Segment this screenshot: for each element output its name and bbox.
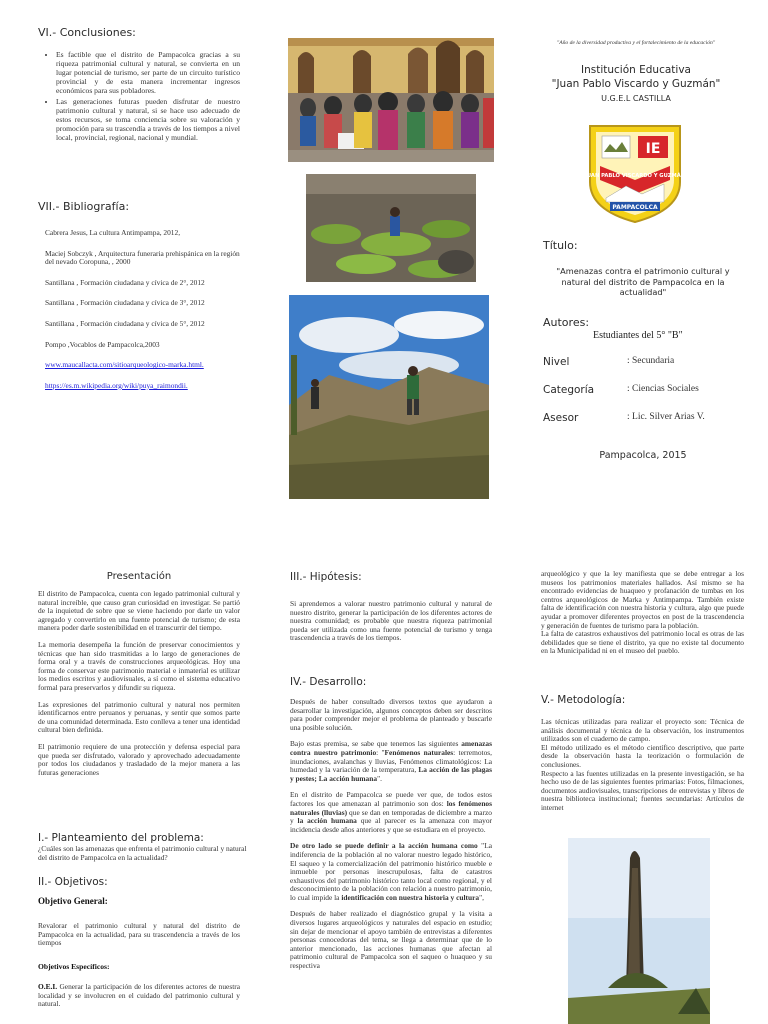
development-body xyxy=(290,698,492,979)
general-objective-label: Objetivo General: xyxy=(38,896,108,906)
text-span: En el distrito de Pampacolca se puede ver que, de todos estos factores los que amenazan al patrimonio son dos: xyxy=(290,790,492,808)
text-span: que se dan en temporadas de diciembre a marzo y xyxy=(290,807,492,826)
hypothesis-text: Si aprendemos a valorar nuestro patrimonio cultural y natural de nuestro distrito, generar la participación de los diferentes actores de nuestra comunidad; es probable que nuestra riqueza patrimonial pueda ser utilizada como una fuente potencial de turismo y tenga trascendencia a través de los tiempos. xyxy=(290,599,492,643)
field-photo xyxy=(306,174,476,282)
methodology-heading: V.- Metodología: xyxy=(541,694,626,706)
text-span: que al parecer es la amenaza con mayor incidencia desde años anteriores y que se estudiara en el proyecto. xyxy=(290,816,493,834)
oe1-text: Generar la participación de los diferentes actores de nuestra localidad y se involucren en el cuidado del patrimonio cultural y natural. xyxy=(38,982,240,1009)
problem-heading: I.- Planteamiento del problema: xyxy=(38,832,204,844)
level-label: Nivel xyxy=(543,356,570,368)
school-logo xyxy=(586,122,684,224)
category-label: Categoría xyxy=(543,384,595,396)
ugel-label: U.G.E.L CASTILLA xyxy=(601,94,671,103)
bold-span: Fenómenos naturales xyxy=(384,747,454,757)
paragraph: Después de haber consultado diversos textos que ayudaron a desarrollar la investigación, algunos conceptos deben ser descritos para poder comprender mejor el problema de planteado y buscarle una posible solución. xyxy=(290,697,492,732)
bold-span: los fenómenos naturales (lluvias) xyxy=(290,798,493,817)
institution-label: Institución Educativa xyxy=(581,64,691,76)
link-maucallacta[interactable]: www.maucallacta.com/sitioarqueologico-marka.html. xyxy=(45,360,204,370)
paragraph: El distrito de Pampacolca, cuenta con legado patrimonial cultural y natural increíble, que causo gran curiosidad en investigar. Se partió de la inquietud de sobre que se viene haciendo por darle un valor agregado y convertirlo en una fuente potencial de turismo; de esta manera poder darle sostenibilidad en el transcurrir del tiempo. xyxy=(38,589,240,633)
puya-raimondii-photo xyxy=(568,838,710,1024)
conclusions-list xyxy=(38,50,240,144)
advisor-value: : Lic. Silver Arias V. xyxy=(627,412,705,422)
logo-ie-text: IE xyxy=(645,141,661,157)
project-title: "Amenazas contra el patrimonio cultural y natural del distrito de Pampacolca en la actualidad" xyxy=(556,266,730,297)
authors-label: Autores: xyxy=(543,316,590,329)
paragraph: Después de haber realizado el diagnóstico grupal y la visita a diversos lugares arqueológicos y naturales del espacio en estudio; sin dejar de mencionar el apoyo también de entrevistas a diferentes personas conocedoras del tema, se llega a determinar que de lo anterior mencionado, las acciones humanas que afectan al patrimonio cultural de Pampacolca son el saqueo o huaqueo y su respectiva xyxy=(290,909,492,971)
paragraph: Respecto a las fuentes utilizadas en la presente investigación, se ha hecho uso de de las siguientes fuentes primarias: Fotos, filmaciones, documentos audiovisuales, transcripciones de entrevistas y libros de nuestra biblioteca institucional; fuentes secundarias: Artículos de internet xyxy=(541,768,744,812)
development-heading: IV.- Desarrollo: xyxy=(290,676,367,688)
paragraph: El patrimonio requiere de una protección y defensa especial para que pueda ser disfrutado, valorado y aprovechado adecuadamente por todos los ciudadanos y trasladado de la mejor manera a las futuras generaciones xyxy=(38,741,240,777)
text-span: Bajo estas premisa, se sabe que tenemos las siguientes xyxy=(290,739,462,749)
general-objective-text: Revalorar el patrimonio cultural y natural del distrito de Pampacolca en la actualidad, para su trascendencia a través de los tiempos xyxy=(38,921,240,948)
text-span: ", xyxy=(479,892,484,902)
list-item: Cabrera Jesus, La cultura Antimpampa, 2012, xyxy=(45,228,181,237)
list-item: Maciej Sobczyk , Arquitectura funeraria prehispánica en la región del nevado Coropuna, , 2000 xyxy=(45,248,240,267)
problem-text: ¿Cuáles son las amenazas que enfrenta el patrimonio cultural y natural del distrito de Pampacolca en la actualidad? xyxy=(38,844,247,862)
development-continuation xyxy=(541,570,744,664)
objective-oe1 xyxy=(38,983,240,1009)
paragraph xyxy=(290,791,492,834)
advisor-label: Asesor xyxy=(543,412,579,424)
bibliography-list xyxy=(45,229,245,402)
place-date: Pampacolca, 2015 xyxy=(599,450,687,461)
level-value: : Secundaria xyxy=(627,356,675,366)
paragraph: Las expresiones del patrimonio cultural y natural nos permiten identificarnos entre peruanos y peruanas, y sentir que somos parte de una comunidad determinada. Esto conlleva a tener una identidad cultural bien definida. xyxy=(38,699,240,735)
list-item: Santillana , Formación ciudadana y cívica de 2°, 2012 xyxy=(45,277,205,287)
institution-name: "Juan Pablo Viscardo y Guzmán" xyxy=(551,78,721,90)
bold-span: la acción humana xyxy=(297,816,357,826)
bibliography-heading: VII.- Bibliografía: xyxy=(38,200,130,213)
text-span: ". xyxy=(377,773,382,783)
presentation-body xyxy=(38,590,240,785)
list-item: Pompo ,Vocablos de Pampacolca,2003 xyxy=(45,339,160,349)
bold-span: De otro lado se puede definir a la acción humana como xyxy=(290,841,478,851)
hypothesis-heading: III.- Hipótesis: xyxy=(290,571,362,583)
list-item: Santillana , Formación ciudadana y cívica de 5°, 2012 xyxy=(45,318,205,328)
paragraph: Las técnicas utilizadas para realizar el proyecto son: Técnica de análisis documental y técnica de la observación, los instrumentos utilizados son el cuaderno de campo. xyxy=(541,717,744,744)
paragraph: arqueológico y que la ley manifiesta que se debe entregar a los museos los patrimonios materiales hallados. Así mismo se ha encontrado evidencias de huaqueo y profanación de tumbas en los centros arqueológicos de Marka y Antimpampa. También existe falta de identificación con nuestra historia y cultura, algo que puede ayudar a promover diferentes proyectos en post de la trascendencia y generación de fuentes de turismo para la población. xyxy=(541,569,744,630)
festival-photo xyxy=(288,38,494,162)
list-item: • Las generaciones futuras pueden disfrutar de nuestro patrimonio cultural y natural, si se hace uso adecuado de estos recursos, se toma conciencia sobre su valoración y promoción para su trascendía a través de los tiempos a nivel local, provincial, regional, nacional y mundial. xyxy=(56,97,240,142)
text-span: : terremotos, inundaciones, avalanchas y lluvias, Fenómenos climatológicos: La humedad y la variación de la temperatura, xyxy=(290,747,492,775)
list-item: • Es factible que el distrito de Pampacolca gracias a su riqueza patrimonial cultural y natural, se convierta en un lugar potencial de turismo, ser parte de un circuito turístico provincial y de esta manera incrementar ingresos económicos para sus pobladores. xyxy=(56,50,240,95)
logo-name-text: JUAN PABLO VISCARDO Y GUZMÁN xyxy=(586,173,684,179)
presentation-heading: Presentación xyxy=(106,571,172,582)
specific-objectives-label: Objetivos Específicos: xyxy=(38,962,110,971)
bold-span: La acción de las plagas y pestes; La acción humana xyxy=(290,765,492,783)
paragraph: La falta de catastros exhaustivos del patrimonio local es otras de las debilidades que se tiene el distrito, ya que no existe tal documento en la Municipalidad ni en el museo del pueblo. xyxy=(541,629,744,656)
link-wikipedia[interactable]: https://es.m.wikipedia.org/wiki/puya_raimondii. xyxy=(45,380,188,390)
list-item: Santillana , Formación ciudadana y cívica de 3°, 2012 xyxy=(45,298,205,308)
text-span: : " xyxy=(376,747,385,757)
oe1-label: O.E.I. xyxy=(38,982,58,991)
category-value: : Ciencias Sociales xyxy=(627,384,699,394)
motto: "Año de la diversidad productiva y el fortalecimiento de la educación" xyxy=(556,40,716,46)
methodology-body xyxy=(541,718,744,813)
objectives-heading: II.- Objetivos: xyxy=(38,876,108,888)
title-label: Título: xyxy=(543,239,578,252)
bold-span: identificación con nuestra historia y cultura xyxy=(341,892,480,902)
bold-span: amenazas contra nuestro patrimonio xyxy=(290,739,492,757)
landscape-photo xyxy=(289,295,489,499)
logo-town-text: PAMPACOLCA xyxy=(612,204,658,211)
conclusions-heading: VI.- Conclusiones: xyxy=(38,26,136,39)
paragraph: La memoria desempeña la función de preservar conocimientos y técnicas que han sido trasmitidas a lo largo de generaciones de forma oral y a través de construcciones arqueológicas. Hoy una forma de conservar este patrimonio material e inmaterial es utilizar los medios escritos y audiovisuales, a sí como el sistema educativo formal para preservarlos y difundir su riqueza. xyxy=(38,639,240,692)
paragraph xyxy=(290,842,492,902)
authors-value: Estudiantes del 5° "B" xyxy=(593,330,683,341)
paragraph xyxy=(290,740,492,783)
text-span: "La indiferencia de la población al no valorar nuestro legado histórico, El saqueo y la comercialización del patrimonio histórico mueble e inmueble por personas inescrupulosas, falta de catastros exhaustivos del patrimonio histórico tanto local como regional, y el desconocimiento de la población con relación a nuestro patrimonio, lo cual impide la xyxy=(290,841,492,902)
paragraph: El método utilizado es el método científico descriptivo, que parte desde la observación hasta la teorización o formulación de conclusiones. xyxy=(541,742,744,769)
